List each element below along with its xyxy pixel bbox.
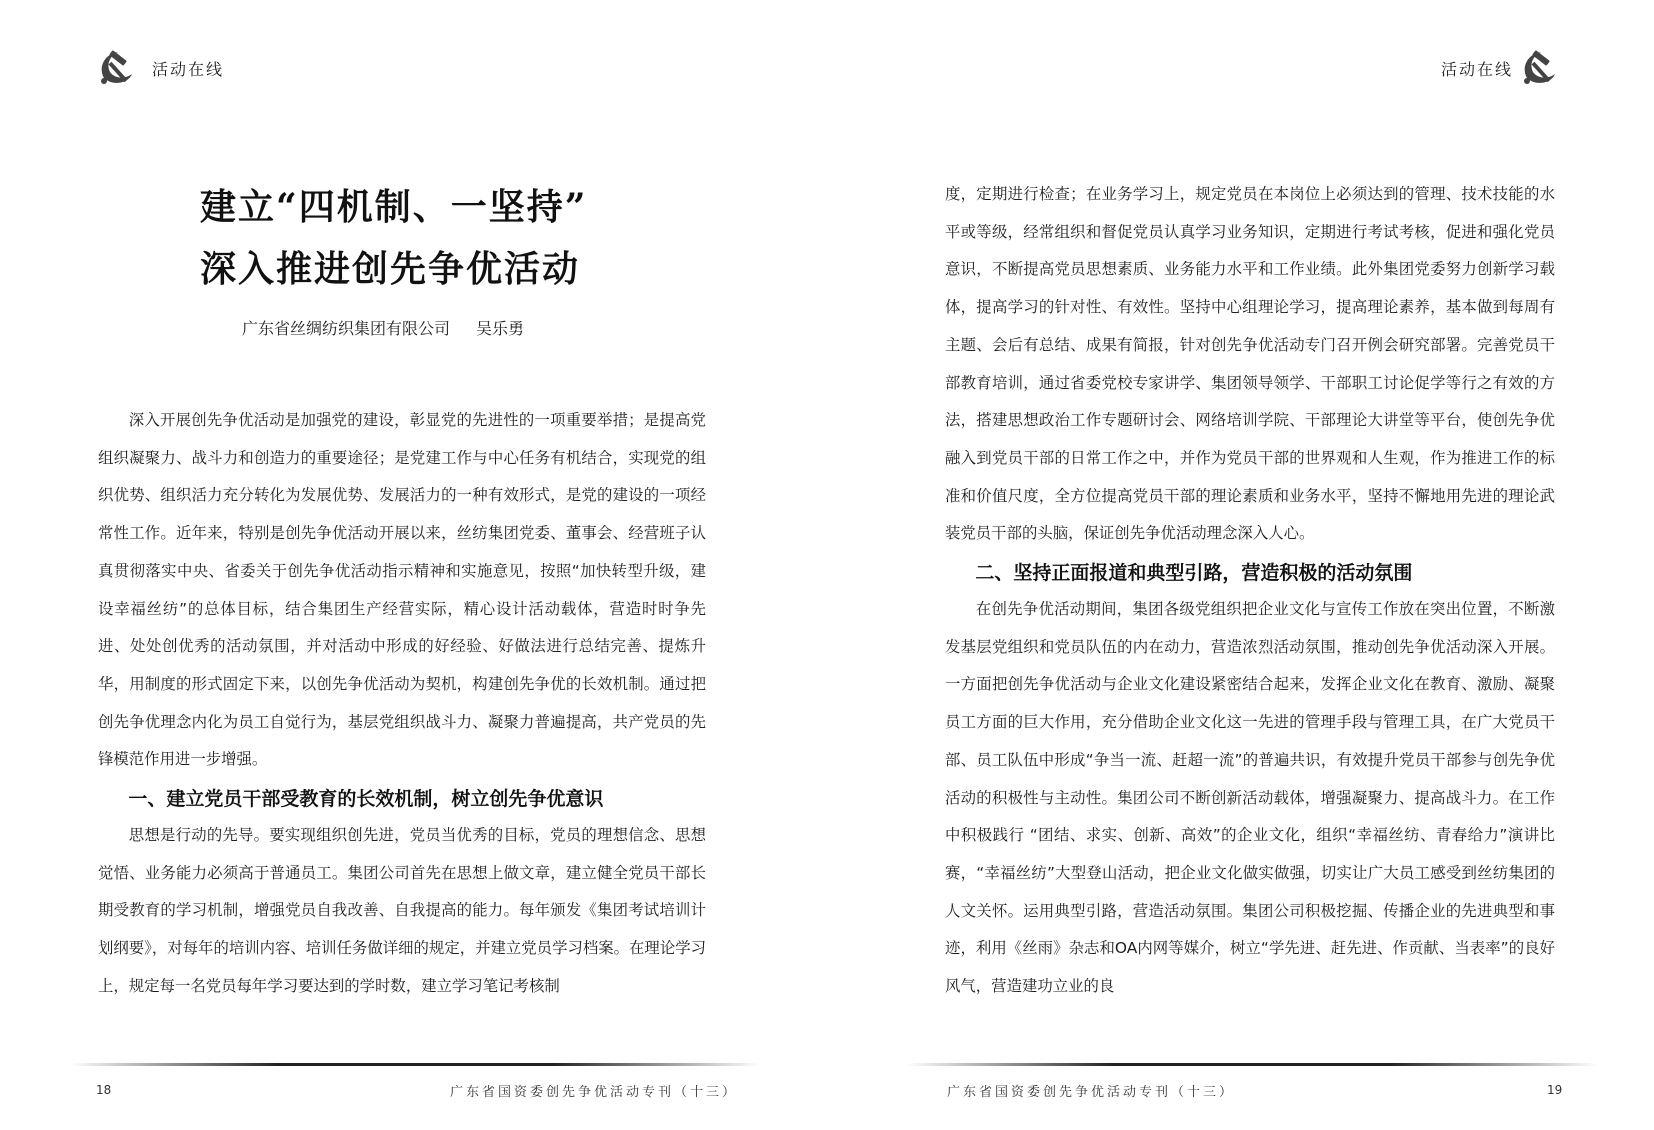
journal-title: 广东省国资委创先争优活动专刊（十三） xyxy=(947,1085,1236,1100)
journal-title: 广东省国资委创先争优活动专刊（十三） xyxy=(450,1085,739,1100)
section1-paragraph-part2: 度，定期进行检查；在业务学习上，规定党员在本岗位上必须达到的管理、技术技能的水平或等级，经常组织和督促党员认真学习业务知识，定期进行考试考核，促进和强化党员意识，不断提高党员思想素质、业务能力水平和工作业绩。此外集团党委努力创新学习载体，提高学习的针对性、有效性。坚持中心组理论学习，提高理论素养，基本做到每周有主题、会后有总结、成果有简报，针对创先争优活动专门召开例会研究部署。完善党员干部教育培训，通过省委党校专家讲学、集团领导领学、干部职工讨论促学等行之有效的方法，搭建思想政治工作专题研讨会、网络培训学院、干部理论大讲堂等平台，使创先争优融入到党员干部的日常工作之中，并作为党员干部的世界观和人生观，作为推进工作的标准和价值尺度，全方位提高党员干部的理论素质和业务水平，坚持不懈地用先进的理论武装党员干部的头脑，保证创先争优活动理念深入人心。 xyxy=(945,185,1555,543)
heading-2: 二、坚持正面报道和典型引路，营造积极的活动氛围 xyxy=(975,562,1413,585)
page-number: 19 xyxy=(1547,1083,1563,1097)
author-organization: 广东省丝绸纺织集团有限公司 xyxy=(242,319,451,338)
footer-rule xyxy=(907,1063,1597,1066)
section1-paragraph-part1: 思想是行动的先导。要实现组织创先进，党员当优秀的目标，党员的理想信念、思想觉悟、业务能力必须高于普通员工。集团公司首先在思想上做文章，建立健全党员干部长期受教育的学习机制，增强党员自我改善、自我提高的能力。每年颁发《集团考试培训计划纲要》，对每年的培训内容、培训任务做详细的规定，并建立党员学习档案。在理论学习上，规定每一名党员每年学习要达到的学时数，建立学习笔记考核制 xyxy=(98,826,706,995)
section2-paragraph: 在创先争优活动期间，集团各级党组织把企业文化与宣传工作放在突出位置，不断激发基层党组织和党员队伍的内在动力，营造浓烈活动氛围，推动创先争优活动深入开展。一方面把创先争优活动与企业文化建设紧密结合起来，发挥企业文化在教育、激励、凝聚员工方面的巨大作用，充分借助企业文化这一先进的管理手段与管理工具，在广大党员干部、员工队伍中形成“争当一流、赶超一流”的普遍共识，有效提升党员干部参与创先争优活动的积极性与主动性。集团公司不断创新活动载体，增强凝聚力、提高战斗力。在工作中积极践行 “团结、求实、创新、高效”的企业文化，组织“幸福丝纺、青春给力”演讲比赛，“幸福丝纺”大型登山活动，把企业文化做实做强，切实让广大员工感受到丝纺集团的人文关怀。运用典型引路，营造活动氛围。集团公司积极挖掘、传播企业的先进典型和事迹，利用《丝雨》杂志和OA内网等媒介，树立“学先进、赶先进、作贡献、当表率”的良好风气，营造建功立业的良 xyxy=(945,600,1555,996)
article-title xyxy=(200,176,587,300)
section-label: 活动在线 xyxy=(1441,60,1514,79)
intro-paragraph: 深入开展创先争优活动是加强党的建设，彰显党的先进性的一项重要举措；是提高党组织凝聚力、战斗力和创造力的重要途径；是党建工作与中心任务有机结合，实现党的组织优势、组织活力充分转化为发展优势、发展活力的一种有效形式，是党的建设的一项经常性工作。近年来，特别是创先争优活动开展以来，丝纺集团党委、董事会、经营班子认真贯彻落实中央、省委关于创先争优活动指示精神和实施意见，按照“加快转型升级，建设幸福丝纺”的总体目标，结合集团生产经营实际，精心设计活动载体，营造时时争先进、处处创优秀的活动氛围，并对活动中形成的好经验、好做法进行总结完善、提炼升华，用制度的形式固定下来，以创先争优活动为契机，构建创先争优的长效机制。通过把创先争优理念内化为员工自觉行为，基层党组织战斗力、凝聚力普遍提高，共产党员的先锋模范作用进一步增强。 xyxy=(98,411,706,769)
hammer-sickle-icon xyxy=(1519,46,1563,90)
hammer-sickle-icon xyxy=(96,46,140,90)
right-page xyxy=(827,0,1654,1130)
section-label: 活动在线 xyxy=(152,60,225,79)
right-body-text xyxy=(945,176,1555,1006)
page-number: 18 xyxy=(96,1083,112,1097)
title-line-2: 深入推进创先争优活动 xyxy=(200,248,581,290)
author-name: 吴乐勇 xyxy=(476,319,525,338)
heading-1: 一、建立党员干部受教育的长效机制，树立创先争优意识 xyxy=(128,788,604,811)
left-body-text xyxy=(98,402,706,1006)
byline xyxy=(242,316,524,339)
title-line-1: 建立“四机制、一坚持” xyxy=(200,186,588,228)
footer-rule xyxy=(70,1063,760,1066)
